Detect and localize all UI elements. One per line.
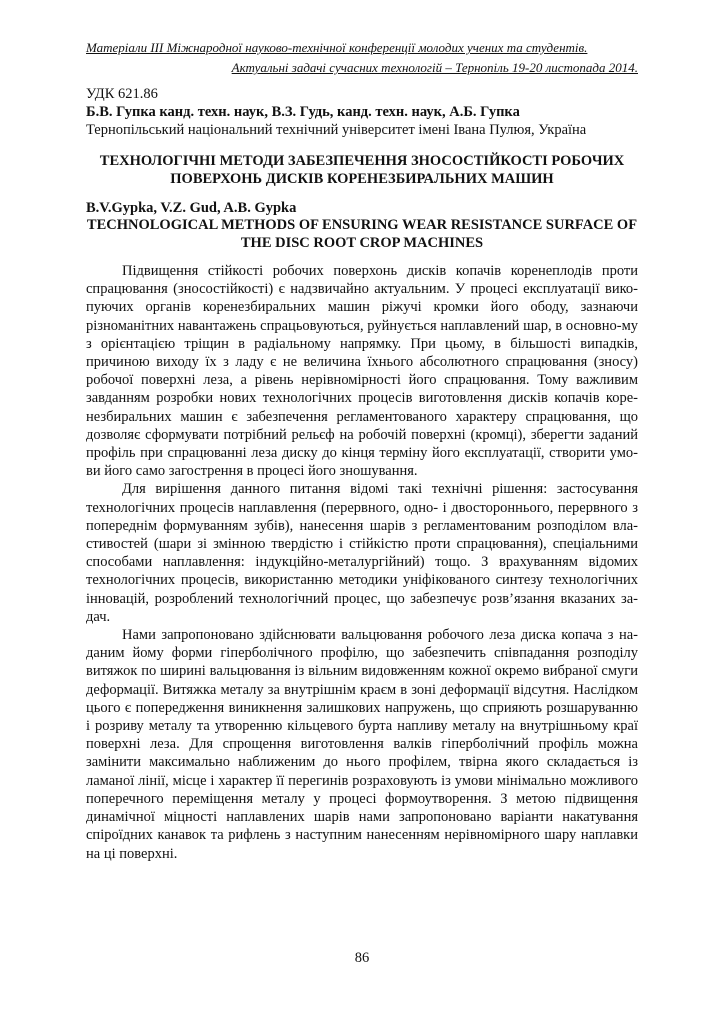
affiliation: Тернопільський національний технічний університет імені Івана Пулюя, Україна xyxy=(86,122,587,138)
authors-ukrainian: Б.В. Гупка канд. техн. наук, В.З. Гудь, канд. техн. наук, А.Б. Гупка xyxy=(86,104,520,120)
page-number: 86 xyxy=(354,950,370,966)
udk-code: УДК 621.86 xyxy=(86,86,158,102)
conference-header-line-2: Актуальні задачі сучасних технологій – Тернопіль 19-20 листопада 2014. xyxy=(231,60,638,75)
body-paragraph: Підвищення стійкості робочих поверхонь дисків копачів коренеплодів проти спрацювання (зносостійкості) є надзвичайно актуальним. У процесі експлуатації вико-пуючих органів коренезбиральних машин ріжучі кромки його ободу, зазнаючи різноманітних навантажень спрацьовуються, руйнується наплавлений шар, в основно-му з орієнтацією тріщин в радіальному напрямку. При цьому, в більшості випадків, причиною виходу їх з ладу є не величина їхнього абсолютного спрацювання (зносу) робочої поверхні леза, а рівень нерівномірності його спрацювання. Тому важливим завданням розробки нових технологічних процесів виготовлення дисків копачів коре-незбиральних машин є забезпечення регламентованого характеру спрацювання, що дозволяє сформувати потрібний рельєф на робочій поверхні (кромці), зберегти заданий профіль при спрацюванні леза диску до кінця терміну його експлуатації, створити умо-ви його само загострення в процесі його зношування. xyxy=(86,263,638,480)
article-body xyxy=(86,262,638,863)
authors-english: B.V.Gypka, V.Z. Gud, A.B. Gypka xyxy=(86,200,297,216)
body-paragraph: Для вирішення данного питання відомі такі технічні рішення: застосування технологічних процесів наплавлення (перервного, одно- і двостороннього, перервного з попереднім формуванням зубів), нанесення шарів з регламентованим розподілом вла-стивостей (шари зі змінною твердістю і стійкістю проти спрацювання), спеціальними способами наплавлення: індукційно-металургійний) тощо. З врахуванням відомих технологічних процесів, використанню методики уніфікованого синтезу технологічних інновацій, розроблений технологічний процес, що забезпечує розв’язання вказаних за-дач. xyxy=(86,481,638,625)
title-ukrainian: ТЕХНОЛОГІЧНІ МЕТОДИ ЗАБЕЗПЕЧЕННЯ ЗНОСОСТІЙКОСТІ РОБОЧИХ ПОВЕРХОНЬ ДИСКІВ КОРЕНЕЗБИРАЛЬНИХ МАШИН xyxy=(99,153,625,187)
body-paragraph: Нами запропоновано здійснювати вальцювання робочого леза диска копача з на-даним йому форми гіперболічного профілю, що забезпечить співпадання розподілу витяжок по ширині вальцювання із вільним видовженням кожної окремо вибраної смуги деформації. Витяжка металу за внутрішнім краєм в зоні деформації відсутня. Наслідком цього є попередження виникнення залишкових напружень, що сприяють розшаруванню і розриву металу та утворенню кільцевого бурта напливу металу на внутрішньому краї поверхні леза. Для спрощення виготовлення валків гіперболічний профіль можна замінити максимально наближеним до нього профілем, твірна якого складається із ламаної лінії, місце і характер її перегинів розраховують із умови мінімально можливого поперечного переміщення металу у процесі формоутворення. З метою підвищення динамічної міцності наплавлених шарів нами запропоновано варіанти накатування спіроїдних канавок та рифлень з наступним нанесенням нерівномірного шару наплавки на ці поверхні. xyxy=(86,627,638,862)
conference-header-line-1: Матеріали III Міжнародної науково-технічної конференції молодих учених та студентів. xyxy=(86,40,588,55)
title-english: TECHNOLOGICAL METHODS OF ENSURING WEAR RESISTANCE SURFACE OF THE DISC ROOT CROP MACHINES xyxy=(86,217,638,251)
